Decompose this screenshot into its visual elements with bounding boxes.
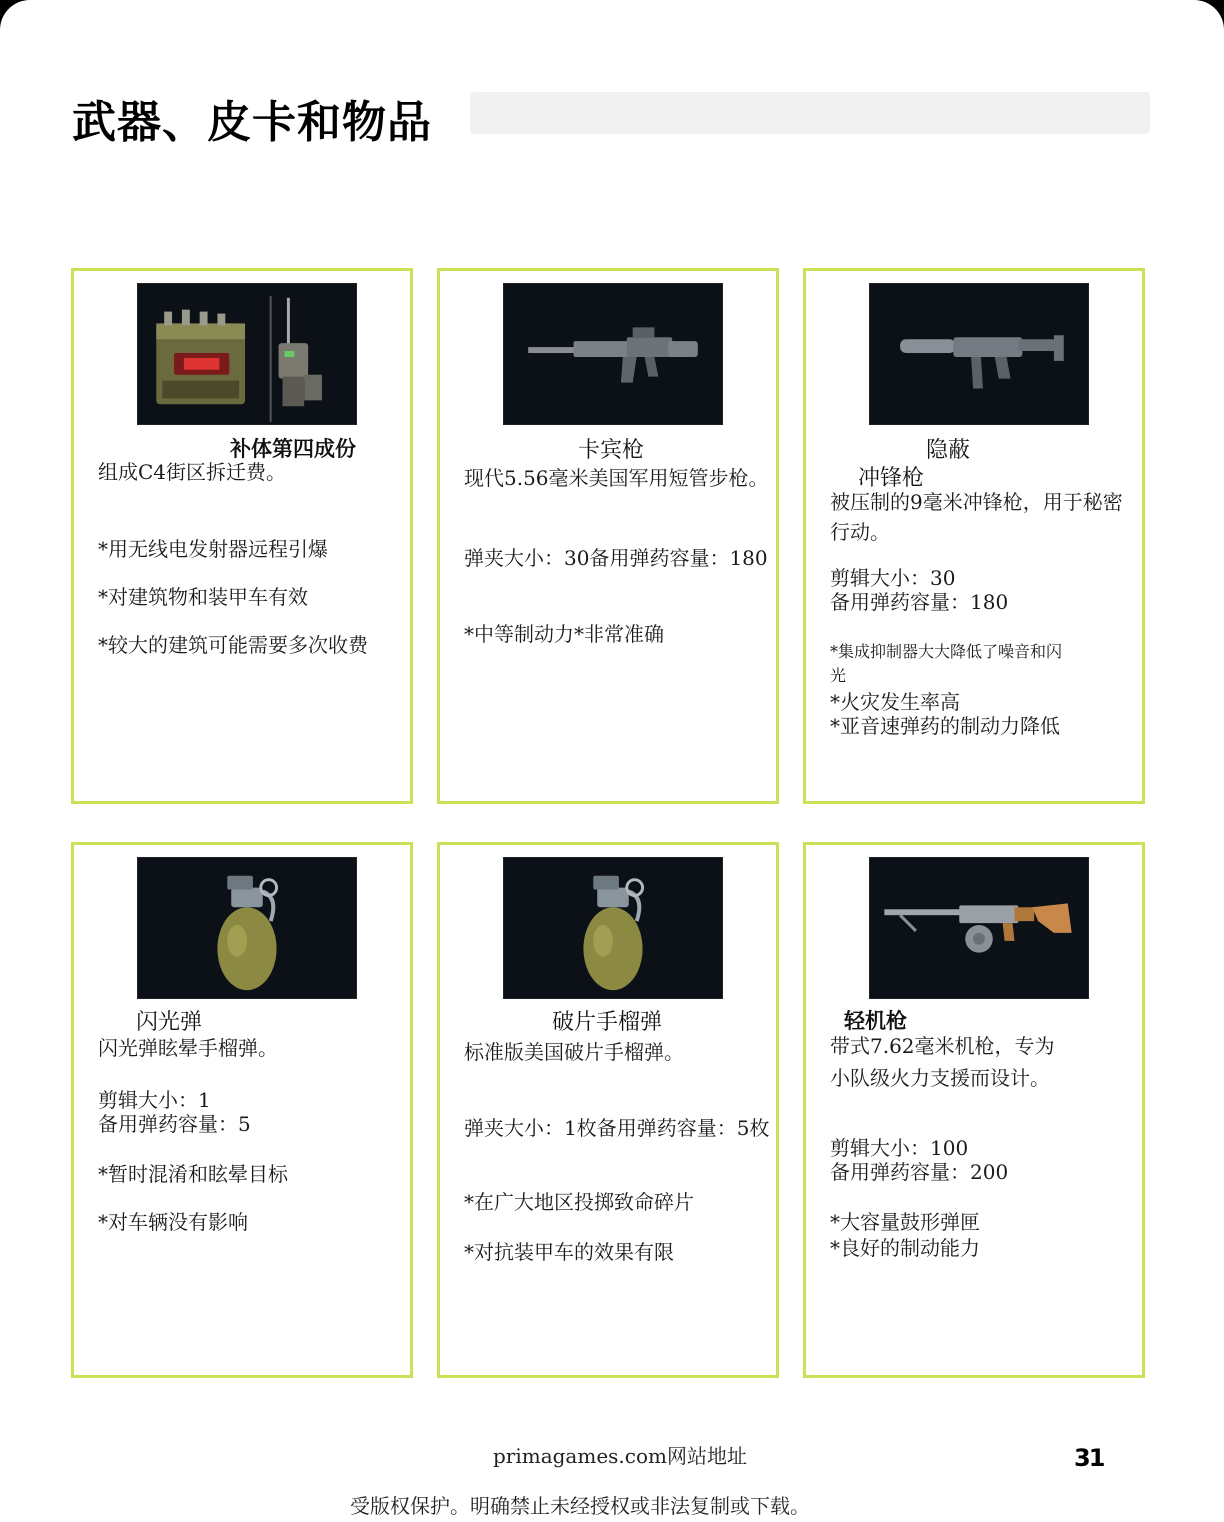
frag-grenade-icon — [503, 857, 723, 999]
page-title: 武器、皮卡和物品 — [72, 97, 432, 148]
item-feature: *亚音速弹药的制动力降低 — [830, 714, 1060, 738]
carbine-rifle-icon — [503, 283, 723, 425]
item-description: 被压制的9毫米冲锋枪，用于秘密 — [830, 490, 1123, 514]
page-number: 31 — [1074, 1444, 1104, 1472]
item-description: 闪光弹眩晕手榴弹。 — [98, 1036, 278, 1060]
item-description: 组成C4街区拆迁费。 — [98, 460, 287, 484]
faded-header-band — [470, 92, 1150, 134]
item-feature: *较大的建筑可能需要多次收费 — [98, 633, 368, 657]
item-stats: 备用弹药容量：180 — [830, 590, 1009, 614]
item-feature: *中等制动力*非常准确 — [464, 622, 664, 646]
item-card-c4 — [71, 268, 413, 804]
item-stats: 剪辑大小：1 — [98, 1088, 211, 1112]
item-name: 隐蔽 — [926, 438, 971, 463]
item-name: 破片手榴弹 — [552, 1010, 663, 1035]
item-feature: *集成抑制器大大降低了噪音和闪 — [830, 642, 1063, 661]
light-machine-gun-icon — [869, 857, 1089, 999]
item-feature: *对抗装甲车的效果有限 — [464, 1240, 674, 1264]
c4-explosive-with-detonator-icon — [137, 283, 357, 425]
item-name: 轻机枪 — [844, 1009, 907, 1033]
item-name: 补体第四成份 — [230, 437, 356, 461]
item-feature: *大容量鼓形弹匣 — [830, 1210, 980, 1234]
item-card-flashbang — [71, 842, 413, 1378]
item-stats: 弹夹大小：1枚备用弹药容量：5枚 — [464, 1116, 770, 1140]
silenced-smg-icon — [869, 283, 1089, 425]
item-feature: 光 — [830, 666, 847, 685]
item-description: 行动。 — [830, 520, 890, 544]
item-card-carbine — [437, 268, 779, 804]
item-feature: *良好的制动能力 — [830, 1236, 980, 1260]
item-feature: *用无线电发射器远程引爆 — [98, 537, 328, 561]
item-description: 现代5.56毫米美国军用短管步枪。 — [464, 466, 769, 490]
item-stats: 剪辑大小：100 — [830, 1136, 969, 1160]
footer-copyright: 受版权保护。明确禁止未经授权或非法复制或下载。 — [350, 1494, 810, 1518]
item-card-smg — [803, 268, 1145, 804]
footer-website: primagames.com网站地址 — [492, 1444, 747, 1468]
item-description: 带式7.62毫米机枪，专为 — [830, 1034, 1055, 1058]
item-feature: *火灾发生率高 — [830, 690, 960, 714]
item-stats: 弹夹大小：30备用弹药容量：180 — [464, 546, 768, 570]
item-feature: *在广大地区投掷致命碎片 — [464, 1190, 694, 1214]
item-feature: *暂时混淆和眩晕目标 — [98, 1162, 288, 1186]
item-name: 闪光弹 — [136, 1010, 203, 1035]
item-description: 标准版美国破片手榴弹。 — [464, 1040, 684, 1064]
item-card-frag-grenade — [437, 842, 779, 1378]
item-card-lmg — [803, 842, 1145, 1378]
item-feature: *对建筑物和装甲车有效 — [98, 585, 308, 609]
item-stats: 备用弹药容量：200 — [830, 1160, 1009, 1184]
item-stats: 备用弹药容量：5 — [98, 1112, 251, 1136]
flashbang-grenade-icon — [137, 857, 357, 999]
item-name: 卡宾枪 — [578, 438, 645, 463]
item-feature: *对车辆没有影响 — [98, 1210, 248, 1234]
item-name-line2: 冲锋枪 — [858, 466, 925, 491]
item-stats: 剪辑大小：30 — [830, 566, 956, 590]
item-description: 小队级火力支援而设计。 — [830, 1066, 1050, 1090]
